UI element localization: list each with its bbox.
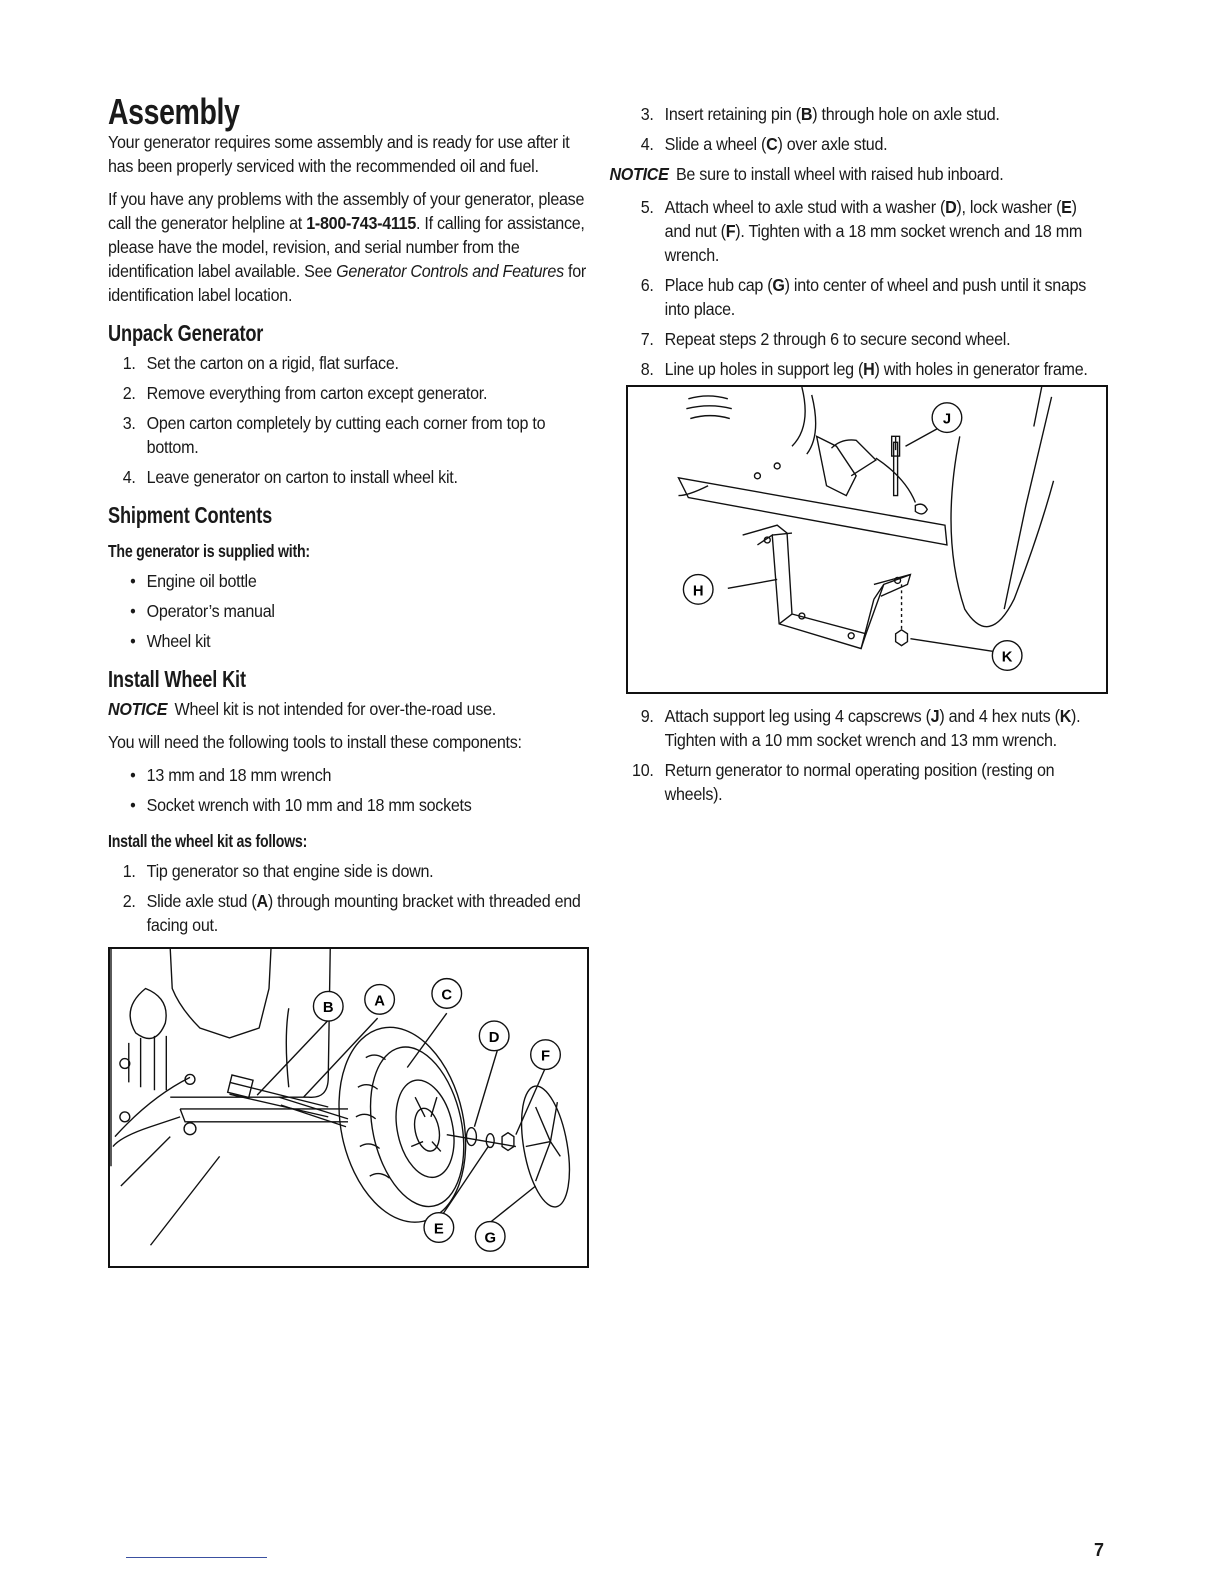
wheel-kit-heading: Install Wheel Kit	[108, 666, 246, 692]
intro-paragraph-1: Your generator requires some assembly and is ready for use after it has been properly serviced with the recommended oil and fuel.	[108, 132, 570, 176]
tools-intro: You will need the following tools to install these components:	[108, 732, 522, 752]
list-item	[108, 889, 589, 937]
step-number: 8.	[640, 359, 654, 379]
unpack-steps	[108, 351, 589, 489]
intro-text: . If calling for assistance, please have the model, revision, and serial number from the identification label available. See	[108, 213, 585, 281]
list-item	[626, 327, 1105, 351]
intro-paragraph-2	[108, 187, 589, 307]
unpack-heading: Unpack Generator	[108, 320, 264, 346]
step-text: Repeat steps 2 through 6 to secure second wheel.	[664, 329, 1011, 349]
step-text: Set the carton on a rigid, flat surface.	[146, 353, 399, 373]
step-text: Return generator to normal operating position (resting on wheels).	[664, 760, 1055, 804]
callout-j: J	[942, 411, 952, 428]
callout-k: K	[1001, 649, 1013, 666]
footer-rule	[126, 1557, 267, 1558]
step-number: 7.	[640, 329, 654, 349]
list-item	[626, 102, 1105, 126]
part-key: A	[256, 891, 268, 911]
list-item	[626, 704, 1105, 752]
step-text: ) with holes in generator frame.	[874, 359, 1088, 379]
step-number: 4.	[640, 134, 654, 154]
list-item	[626, 273, 1105, 321]
step-text: Attach wheel to axle stud with a washer (	[664, 197, 946, 217]
list-item	[108, 465, 589, 489]
step-number: 1.	[122, 861, 136, 881]
step-text: Slide axle stud (	[146, 891, 257, 911]
step-text: ). Tighten with a 18 mm socket wrench and 18 mm wrench.	[664, 221, 1083, 265]
callout-a: A	[374, 993, 385, 1010]
step-number: 3.	[122, 413, 136, 433]
callout-g: G	[484, 1230, 496, 1247]
part-key: C	[766, 134, 778, 154]
step-number: 3.	[640, 104, 654, 124]
wheel-assembly-illustration	[110, 949, 587, 1266]
support-leg-illustration	[628, 387, 1106, 692]
part-key: K	[1059, 706, 1072, 726]
part-key: F	[725, 221, 736, 241]
list-item	[626, 357, 1105, 381]
callout-h: H	[692, 583, 704, 600]
shipment-items	[108, 569, 589, 653]
list-item: • Operator’s manual	[108, 599, 589, 623]
part-key: H	[863, 359, 875, 379]
part-key: J	[930, 706, 940, 726]
page-title: Assembly	[108, 91, 240, 132]
step-text: ) over axle stud.	[777, 134, 888, 154]
install-steps-right-b	[626, 195, 1105, 381]
step-text: Tip generator so that engine side is down.	[146, 861, 434, 881]
list-item	[626, 195, 1105, 267]
list-item: • Wheel kit	[108, 629, 589, 653]
notice-text: Wheel kit is not intended for over-the-road use.	[174, 699, 496, 719]
part-key: B	[800, 104, 813, 124]
right-column	[609, 102, 1108, 812]
callout-c: C	[441, 987, 453, 1004]
list-item	[108, 351, 589, 375]
step-text: ), lock washer (	[956, 197, 1062, 217]
step-text: Line up holes in support leg (	[664, 359, 864, 379]
step-text: Open carton completely by cutting each corner from top to bottom.	[146, 413, 546, 457]
step-text: ). Tighten with a 10 mm socket wrench and 13 mm wrench.	[664, 706, 1081, 750]
step-text: Remove everything from carton except generator.	[146, 383, 488, 403]
step-text: Leave generator on carton to install wheel kit.	[146, 467, 458, 487]
notice-text: Be sure to install wheel with raised hub inboard.	[675, 164, 1004, 184]
callout-f: F	[540, 1048, 551, 1065]
shipment-heading: Shipment Contents	[108, 502, 273, 528]
list-item: • 13 mm and 18 mm wrench	[108, 763, 589, 787]
part-key: E	[1061, 197, 1072, 217]
callout-d: D	[488, 1029, 500, 1046]
step-text: ) through hole on axle stud.	[812, 104, 1000, 124]
step-number: 2.	[122, 383, 136, 403]
install-steps-heading: Install the wheel kit as follows:	[108, 831, 308, 851]
list-item	[108, 381, 589, 405]
step-text: Slide a wheel (	[664, 134, 767, 154]
right-column-body	[609, 102, 1105, 381]
step-text: ) through mounting bracket with threaded end facing out.	[146, 891, 581, 935]
intro-text: for identification label location.	[108, 261, 587, 305]
step-text: ) and 4 hex nuts (	[939, 706, 1060, 726]
install-steps-right-c	[626, 704, 1105, 806]
left-column	[108, 91, 592, 1268]
step-number: 10.	[632, 760, 654, 780]
list-item: • Engine oil bottle	[108, 569, 589, 593]
notice-paragraph-2	[609, 162, 1104, 186]
install-steps-left	[108, 859, 589, 937]
step-number: 1.	[122, 353, 136, 373]
list-item	[626, 758, 1105, 806]
step-number: 5.	[640, 197, 654, 217]
right-column-body-2	[626, 704, 1105, 806]
notice-paragraph	[108, 697, 589, 721]
intro-text: If you have any problems with the assembly of your generator, please call the generator helpline at	[108, 189, 585, 233]
step-number: 2.	[122, 891, 136, 911]
part-key: D	[945, 197, 957, 217]
callout-e: E	[433, 1221, 444, 1238]
callout-b: B	[322, 1000, 334, 1017]
figure1-callouts	[313, 979, 560, 1252]
left-column-body	[108, 91, 589, 937]
list-item: • Socket wrench with 10 mm and 18 mm sockets	[108, 793, 589, 817]
page-number: 7	[1094, 1540, 1105, 1560]
list-item	[626, 132, 1105, 156]
step-number: 6.	[640, 275, 654, 295]
step-text: ) and nut (	[664, 197, 1077, 241]
step-number: 9.	[640, 706, 654, 726]
step-number: 4.	[122, 467, 136, 487]
support-leg-figure	[626, 385, 1108, 694]
helpline-phone: 1-800-743-4115	[306, 213, 417, 233]
step-text: ) into center of wheel and push until it snaps into place.	[664, 275, 1087, 319]
step-text: Place hub cap (	[664, 275, 773, 295]
install-steps-right-a	[626, 102, 1105, 156]
part-key: G	[772, 275, 785, 295]
step-text: Attach support leg using 4 capscrews (	[664, 706, 931, 726]
wheel-assembly-figure	[108, 947, 589, 1268]
tools-list	[108, 763, 589, 817]
notice-label: NOTICE	[108, 699, 168, 719]
section-reference: Generator Controls and Features	[336, 261, 564, 281]
shipment-subheading: The generator is supplied with:	[108, 541, 310, 561]
step-text: Insert retaining pin (	[664, 104, 801, 124]
list-item	[108, 859, 589, 883]
notice-label: NOTICE	[609, 164, 669, 184]
list-item	[108, 411, 589, 459]
